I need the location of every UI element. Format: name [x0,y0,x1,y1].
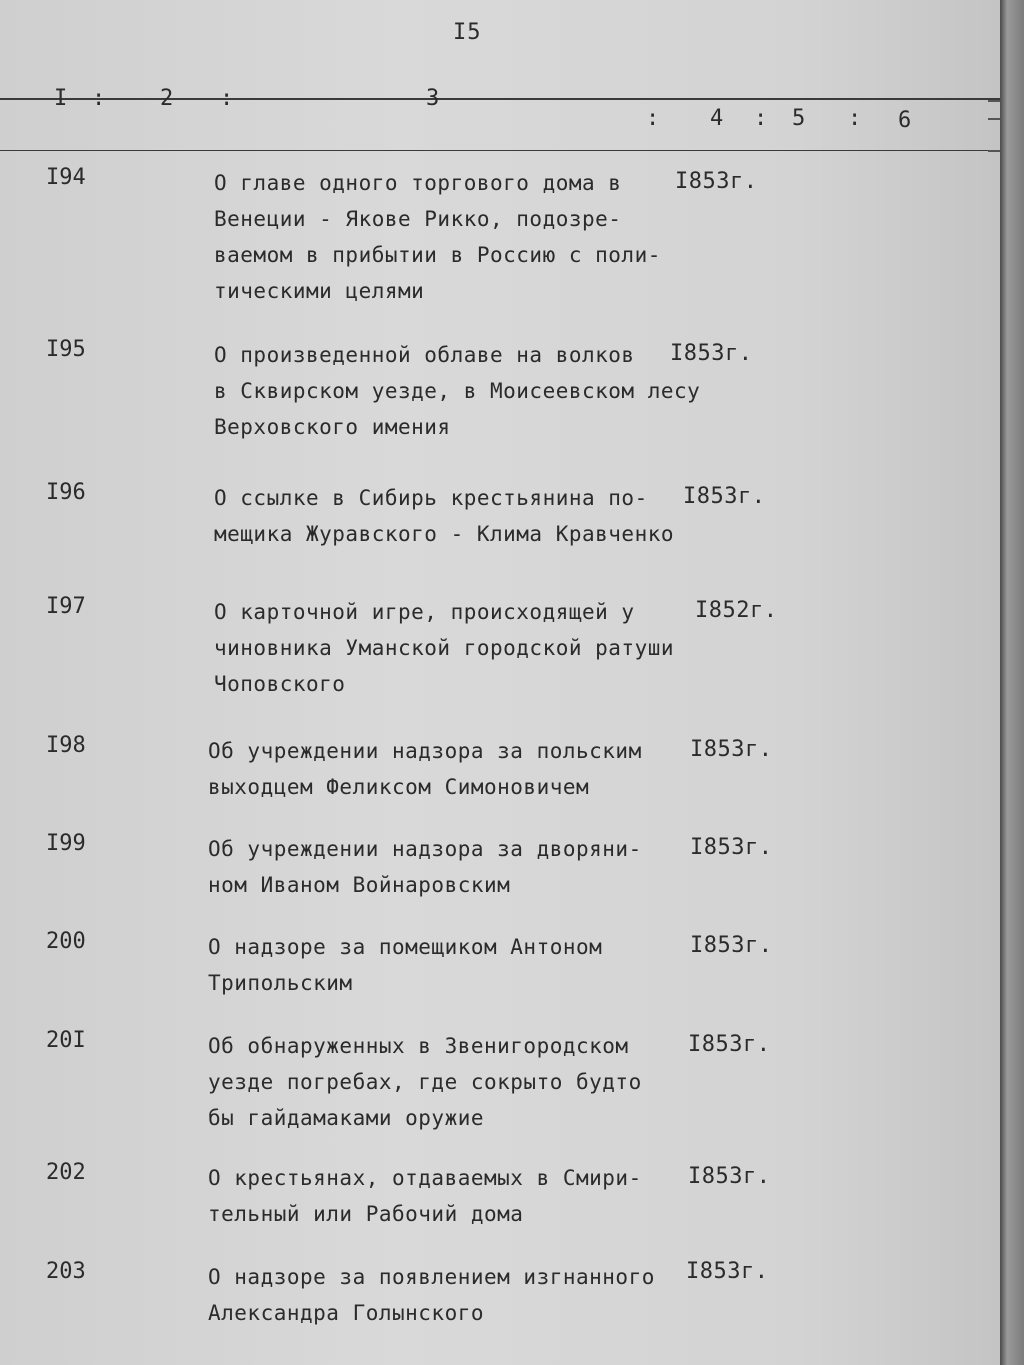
column-1-label: I [54,86,68,111]
entry-title [208,1160,678,1232]
entry-title [214,337,701,445]
entry-year: I853г. [688,1032,771,1057]
entry-number: 200 [46,929,86,954]
entry-title [208,831,678,903]
column-3-label: 3 [426,86,440,111]
binding-edge-shadow [1000,0,1024,1365]
entry-title-line: Трипольским [208,971,353,995]
column-6-label: 6 [898,108,912,133]
entry-year: I853г. [670,341,753,366]
entry-number: 202 [46,1160,86,1185]
entry-year: I852г. [695,598,778,623]
entry-title-line: тельный или Рабочий дома [208,1202,524,1226]
entry-title-line: О главе одного торгового дома в [214,171,622,195]
entry-title-line: ваемом в прибытии в Россию с поли- [214,243,661,267]
entry-number: I97 [46,594,86,619]
edge-tick [988,150,1002,152]
column-separator: : [848,106,862,131]
header-rule-bottom [0,150,1000,151]
column-separator: : [220,86,234,111]
entry-title-line: Александра Голынского [208,1301,485,1325]
entry-title-line: выходцем Феликсом Симоновичем [208,775,590,799]
entry-number: I98 [46,733,86,758]
entry-title [208,1028,678,1136]
entry-title-line: Чоповского [214,672,346,696]
entry-title [214,165,684,309]
entry-year: I853г. [686,1259,769,1284]
entry-year: I853г. [675,169,758,194]
entry-title [208,733,678,805]
entry-title-line: О ссылке в Сибирь крестьянина по- [214,486,648,510]
column-separator: : [646,106,660,131]
entry-number: I94 [46,165,86,190]
entry-title-line: О надзоре за помещиком Антоном [208,935,603,959]
entry-title-line: мещика Журавского - Клима Кравченко [214,522,675,546]
entry-title-line: О произведенной облаве на волков [214,343,635,367]
entry-title-line: О карточной игре, происходящей у [214,600,635,624]
column-2-label: 2 [160,86,174,111]
entry-title-line: в Сквирском уезде, в Моисеевском лесу [214,379,701,403]
column-4-label: 4 [710,106,724,131]
entry-title-line: уезде погребах, где сокрыто будто [208,1070,642,1094]
entry-number: I95 [46,337,86,362]
entry-title-line: Об обнаруженных в Звенигородском [208,1034,629,1058]
entry-year: I853г. [690,933,773,958]
column-separator: : [754,106,768,131]
entry-year: I853г. [690,737,773,762]
entry-number: 20I [46,1028,86,1053]
entry-title-line: О крестьянах, отдаваемых в Смири- [208,1166,642,1190]
entry-title-line: бы гайдамаками оружие [208,1106,485,1130]
entry-title [214,594,684,702]
edge-tick [988,118,1002,120]
edge-tick [988,100,1002,102]
entry-title-line: О надзоре за появлением изгнанного [208,1265,655,1289]
entry-title-line: чиновника Уманской городской ратуши [214,636,675,660]
entry-title [214,480,684,552]
entry-year: I853г. [688,1164,771,1189]
entry-title-line: тическими целями [214,279,425,303]
entry-title [208,1259,678,1331]
entry-title-line: Об учреждении надзора за польским [208,739,642,763]
entry-title-line: Об учреждении надзора за дворяни- [208,837,642,861]
entry-number: I96 [46,480,86,505]
entry-title [208,929,678,1001]
entry-title-line: Венеции - Якове Рикко, подозре- [214,207,622,231]
page-number: I5 [453,20,482,45]
entry-year: I853г. [690,835,773,860]
entry-title-line: ном Иваном Войнаровским [208,873,511,897]
entry-year: I853г. [683,484,766,509]
entry-number: 203 [46,1259,86,1284]
column-separator: : [92,86,106,111]
column-5-label: 5 [792,106,806,131]
column-header-row [0,86,1000,138]
entry-title-line: Верховского имения [214,415,451,439]
entry-number: I99 [46,831,86,856]
